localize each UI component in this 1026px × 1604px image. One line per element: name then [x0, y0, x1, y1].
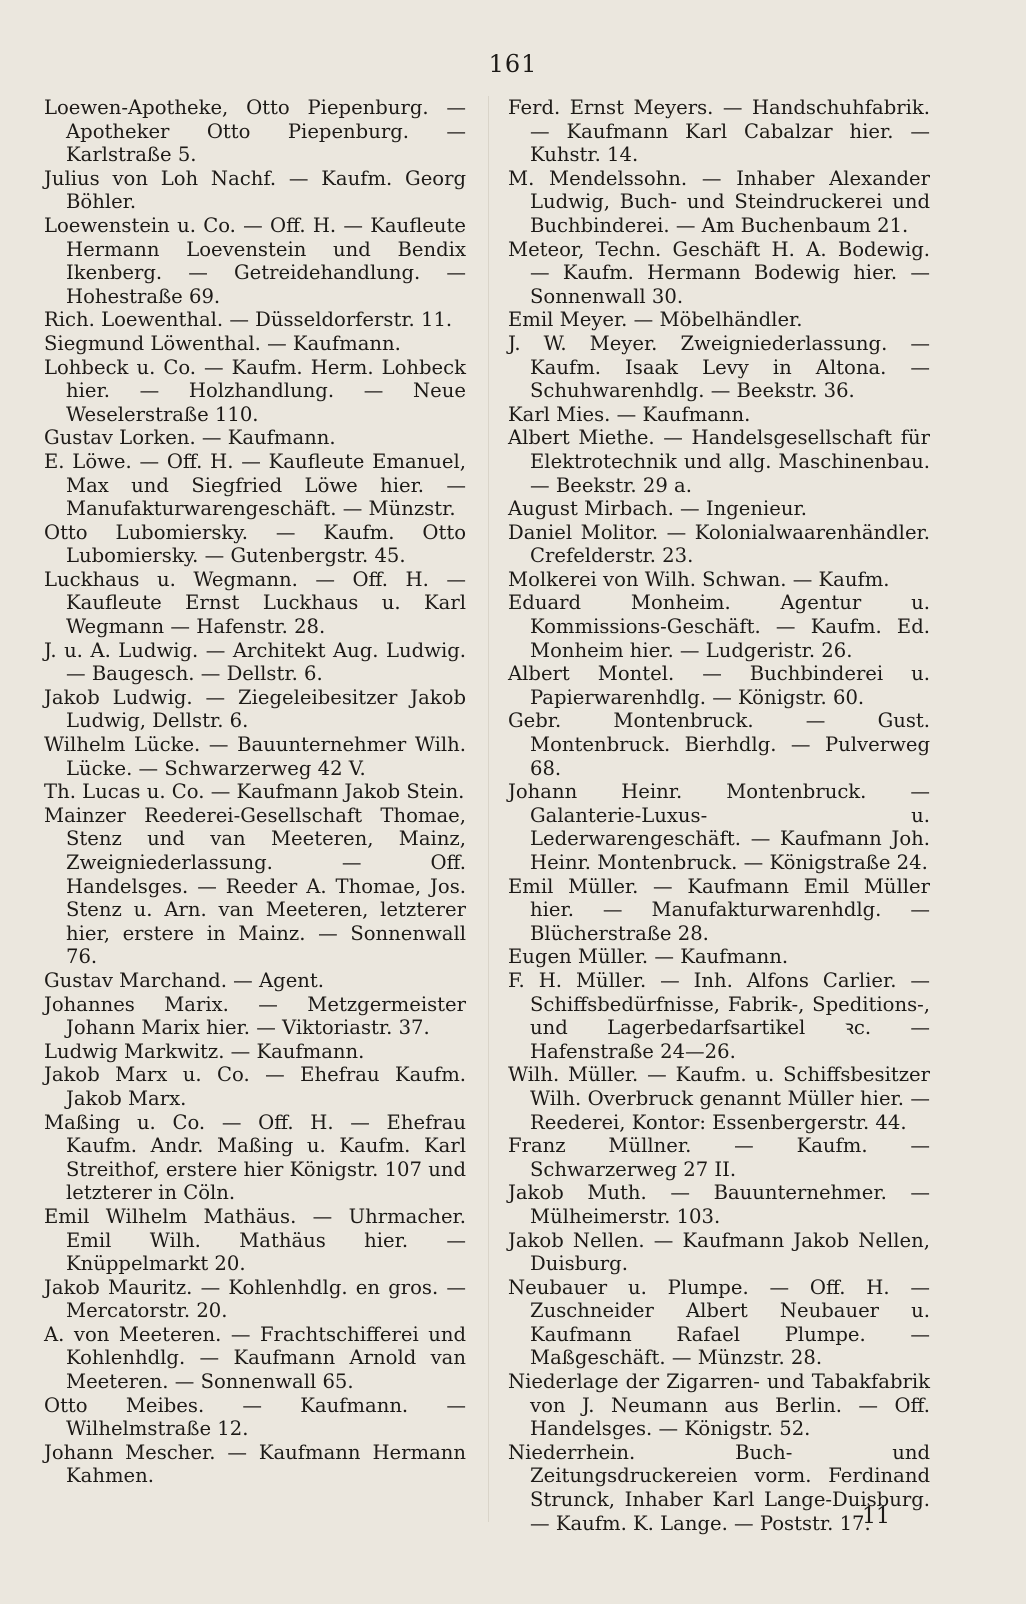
left-column [44, 96, 466, 1488]
directory-entry: M. Mendelssohn. — Inhaber Alexander Ludwig, Buch- und Steindruckerei und Buchbinderei. — Am Buchenbaum 21. [508, 166, 930, 237]
directory-entry: Emil Wilhelm Mathäus. — Uhrmacher. Emil Wilh. Mathäus hier. — Knüppelmarkt 20. [44, 1204, 466, 1276]
directory-entry: Meteor, Techn. Geschäft H. A. Bodewig. — Kaufm. Hermann Bodewig hier. — Sonnenwall 30. [508, 237, 930, 308]
directory-entry: Jakob Nellen. — Kaufmann Jakob Nellen, Duisburg. [508, 1228, 930, 1276]
directory-entry: F. H. Müller. — Inh. Alfons Carlier. — Schiffsbedürfnisse, Fabrik-, Speditions-, und Lagerbedarfsartikel ꝛc. — Hafenstraße 24—26. [508, 968, 930, 1063]
directory-entry: Eugen Müller. — Kaufmann. [508, 945, 789, 969]
directory-entry: E. Löwe. — Off. H. — Kaufleute Emanuel, Max und Siegfried Löwe hier. — Manufakturwarengeschäft. — Münzstr. [44, 449, 466, 521]
directory-entry: Gustav Lorken. — Kaufmann. [44, 426, 336, 450]
column-gutter [488, 96, 489, 1522]
directory-entry: Julius von Loh Nachf. — Kaufm. Georg Böhler. [44, 166, 466, 214]
directory-entry: Albert Montel. — Buchbinderei u. Papierwarenhdlg. — Königstr. 60. [508, 662, 930, 709]
directory-entry: Maßing u. Co. — Off. H. — Ehefrau Kaufm. Andr. Maßing u. Kaufm. Karl Streithof, erstere hier Königstr. 107 und letzterer in Cöln. [44, 1110, 466, 1205]
directory-entry: Wilh. Müller. — Kaufm. u. Schiffsbesitzer Wilh. Overbruck genannt Müller hier. — Reederei, Kontor: Essenbergerstr. 44. [508, 1063, 930, 1134]
directory-entry: Mainzer Reederei-Gesellschaft Thomae, Stenz und van Meeteren, Mainz, Zweigniederlassung. — Off. Handelsges. — Reeder A. Thomae, Jos. Stenz u. Arn. van Meeteren, letzterer hier, erstere in Mainz. — Sonnenwall 76. [44, 803, 466, 969]
directory-entry: Jakob Marx u. Co. — Ehefrau Kaufm. Jakob Marx. [44, 1063, 466, 1110]
directory-entry: Ludwig Markwitz. — Kaufmann. [44, 1039, 365, 1063]
directory-entry: Gustav Marchand. — Agent. [44, 968, 325, 992]
directory-entry: Johann Heinr. Montenbruck. — Galanterie-Luxus- u. Lederwarengeschäft. — Kaufmann Joh. Heinr. Montenbruck. — Königstraße 24. [508, 780, 930, 874]
directory-entry: Otto Lubomiersky. — Kaufm. Otto Lubomiersky. — Gutenbergstr. 45. [44, 520, 466, 568]
directory-entry: Jakob Ludwig. — Ziegeleibesitzer Jakob Ludwig, Dellstr. 6. [44, 685, 466, 733]
directory-entry: Luckhaus u. Wegmann. — Off. H. — Kaufleute Ernst Luckhaus u. Karl Wegmann — Hafenstr. 28. [44, 567, 466, 639]
directory-entry: Otto Meibes. — Kaufmann. — Wilhelmstraße 12. [44, 1393, 466, 1441]
directory-entry: Loewenstein u. Co. — Off. H. — Kaufleute Hermann Loevenstein und Bendix Ikenberg. — Getreidehandlung. — Hohestraße 69. [44, 213, 466, 308]
directory-entry: A. von Meeteren. — Frachtschifferei und Kohlenhdlg. — Kaufmann Arnold van Meeteren. — Sonnenwall 65. [44, 1322, 466, 1394]
directory-entry: Emil Meyer. — Möbelhändler. [508, 308, 803, 332]
directory-entry: Wilhelm Lücke. — Bauunternehmer Wilh. Lücke. — Schwarzerweg 42 V. [44, 733, 466, 780]
directory-entry: Lohbeck u. Co. — Kaufm. Herm. Lohbeck hier. — Holzhandlung. — Neue Weselerstraße 110. [44, 355, 466, 426]
directory-entry: Niederlage der Zigarren- und Tabakfabrik von J. Neumann aus Berlin. — Off. Handelsges. — Königstr. 52. [508, 1370, 930, 1441]
directory-entry: Loewen-Apotheke, Otto Piepenburg. — Apotheker Otto Piepenburg. — Karlstraße 5. [44, 96, 466, 167]
directory-entry: J. u. A. Ludwig. — Architekt Aug. Ludwig. — Baugesch. — Dellstr. 6. [44, 638, 466, 686]
signature-mark: 11 [862, 1504, 890, 1529]
directory-entry: Siegmund Löwenthal. — Kaufmann. [44, 331, 401, 355]
directory-entry: Ferd. Ernst Meyers. — Handschuhfabrik. — Kaufmann Karl Cabalzar hier. — Kuhstr. 14. [508, 96, 930, 167]
directory-entry: Daniel Molitor. — Kolonialwaarenhändler. Crefelderstr. 23. [508, 520, 930, 568]
directory-entry: Emil Müller. — Kaufmann Emil Müller hier. — Manufakturwarenhdlg. — Blücherstraße 28. [508, 874, 930, 945]
directory-entry: J. W. Meyer. Zweigniederlassung. — Kaufm. Isaak Levy in Altona. — Schuhwarenhdlg. — Beekstr. 36. [508, 331, 930, 403]
directory-entry: Albert Miethe. — Handelsgesellschaft für Elektrotechnik und allg. Maschinenbau. — Beekstr. 29 a. [508, 426, 930, 497]
directory-entry: Molkerei von Wilh. Schwan. — Kaufm. [508, 567, 890, 591]
directory-entry: Jakob Mauritz. — Kohlenhdlg. en gros. — Mercatorstr. 20. [44, 1275, 466, 1323]
directory-entry: Jakob Muth. — Bauunternehmer. — Mülheimerstr. 103. [508, 1181, 930, 1228]
directory-entry: Rich. Loewenthal. — Düsseldorferstr. 11. [44, 308, 453, 332]
right-column [508, 96, 930, 1535]
page-number: 161 [488, 50, 538, 78]
directory-entry: Niederrhein. Buch- und Zeitungsdruckereien vorm. Ferdinand Strunck, Inhaber Karl Lange-Duisburg. — Kaufm. K. Lange. — Poststr. 17. [508, 1440, 930, 1535]
directory-entry: Neubauer u. Plumpe. — Off. H. — Zuschneider Albert Neubauer u. Kaufmann Rafael Plumpe. — Maßgeschäft. — Münzstr. 28. [508, 1275, 930, 1370]
directory-entry: Johannes Marix. — Metzgermeister Johann Marix hier. — Viktoriastr. 37. [44, 992, 466, 1040]
directory-entry: Johann Mescher. — Kaufmann Hermann Kahmen. [44, 1440, 466, 1488]
directory-entry: Gebr. Montenbruck. — Gust. Montenbruck. Bierhdlg. — Pulverweg 68. [508, 709, 930, 780]
directory-entry: Eduard Monheim. Agentur u. Kommissions-Geschäft. — Kaufm. Ed. Monheim hier. — Ludgeristr. 26. [508, 591, 930, 662]
directory-entry: Franz Müllner. — Kaufm. — Schwarzerweg 27 II. [508, 1134, 930, 1181]
directory-entry: Karl Mies. — Kaufmann. [508, 402, 751, 426]
directory-entry: August Mirbach. — Ingenieur. [508, 497, 807, 521]
directory-entry: Th. Lucas u. Co. — Kaufmann Jakob Stein. [44, 780, 465, 804]
